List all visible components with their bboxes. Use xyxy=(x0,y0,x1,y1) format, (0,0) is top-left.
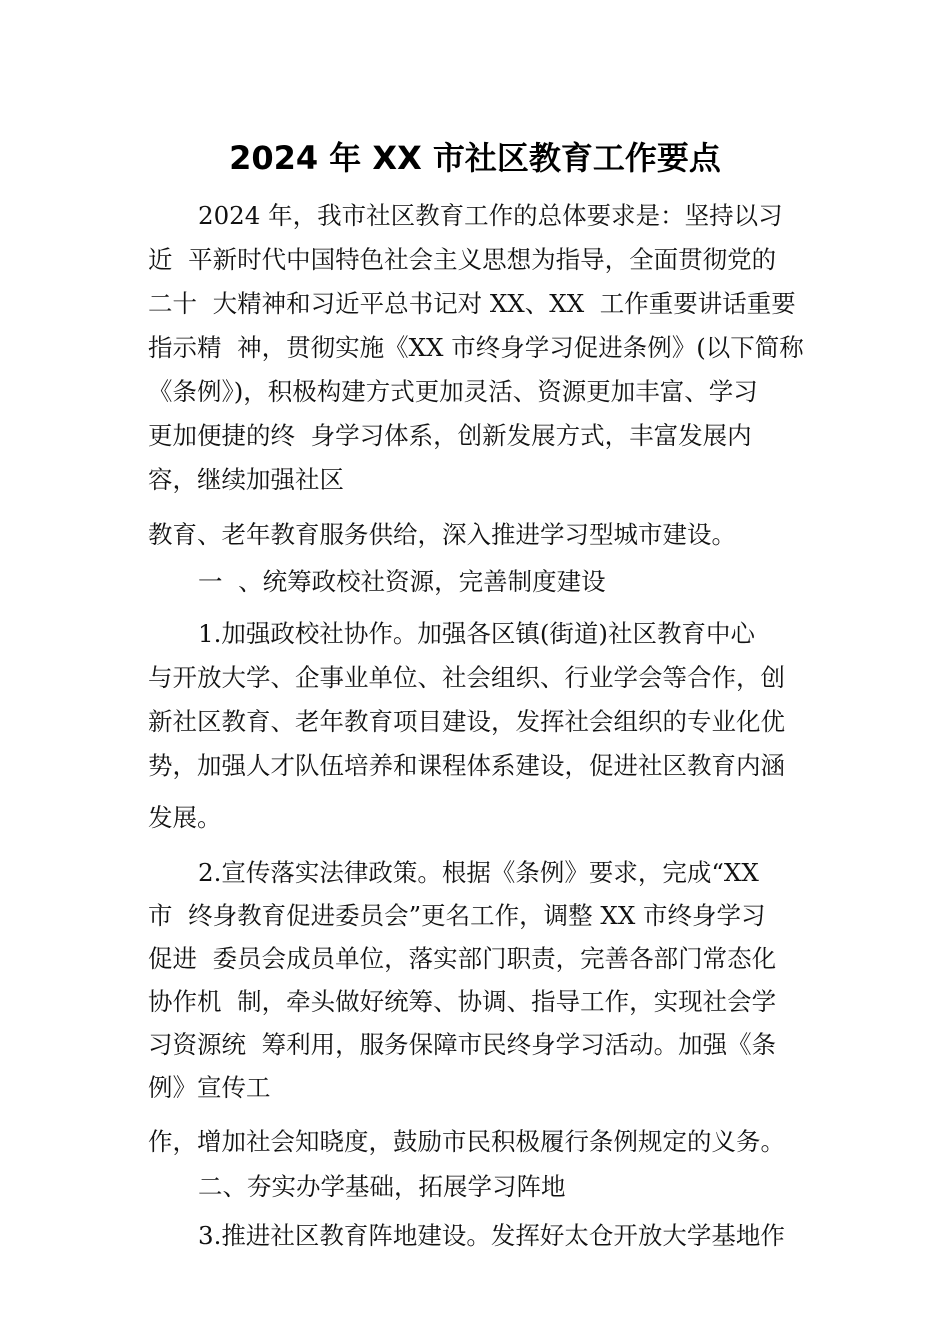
paragraph-line: 更加便捷的终 身学习体系，创新发展方式，丰富发展内 xyxy=(148,421,752,450)
paragraph-line: 2.宣传落实法律政策。根据《条例》要求，完成“XX xyxy=(198,858,759,887)
paragraph-line: 新社区教育、老年教育项目建设，发挥社会组织的专业化优 xyxy=(148,707,785,736)
paragraph-line: 习资源统 筹利用，服务保障市民终身学习活动。加强《条 xyxy=(148,1030,777,1059)
paragraph-line: 《条例》)，积极构建方式更加灵活、资源更加丰富、学习 xyxy=(148,377,758,406)
paragraph-line: 协作机 制，牵头做好统筹、协调、指导工作，实现社会学 xyxy=(148,987,777,1016)
paragraph-line: 市 终身教育促进委员会”更名工作，调整 XX 市终身学习 xyxy=(148,901,766,930)
paragraph-line: 势，加强人才队伍培养和课程体系建设，促进社区教育内涵 xyxy=(148,751,785,780)
paragraph-line: 容，继续加强社区 xyxy=(148,465,344,494)
paragraph-line: 发展。 xyxy=(148,803,222,832)
paragraph-line: 例》宣传工 xyxy=(148,1073,271,1102)
paragraph-line: 2024 年，我市社区教育工作的总体要求是：坚持以习 xyxy=(198,201,783,230)
paragraph-line: 教育、老年教育服务供给，深入推进学习型城市建设。 xyxy=(148,520,736,549)
document-title: 2024 年 XX 市社区教育工作要点 xyxy=(229,139,721,177)
section-heading: 一 、统筹政校社资源，完善制度建设 xyxy=(198,567,606,596)
paragraph-line: 作，增加社会知晓度，鼓励市民积极履行条例规定的义务。 xyxy=(148,1127,785,1156)
paragraph-line: 3.推进社区教育阵地建设。发挥好太仓开放大学基地作 xyxy=(198,1221,785,1250)
paragraph-line: 近 平新时代中国特色社会主义思想为指导，全面贯彻党的 xyxy=(148,245,777,274)
paragraph-line: 二十 大精神和习近平总书记对 XX、XX 工作重要讲话重要 xyxy=(148,289,796,318)
paragraph-line: 促进 委员会成员单位，落实部门职责，完善各部门常态化 xyxy=(148,944,777,973)
section-heading: 二、夯实办学基础，拓展学习阵地 xyxy=(198,1172,566,1201)
paragraph-line: 与开放大学、企事业单位、社会组织、行业学会等合作，创 xyxy=(148,663,785,692)
paragraph-line: 1.加强政校社协作。加强各区镇(街道)社区教育中心 xyxy=(198,619,755,648)
paragraph-line: 指示精 神，贯彻实施《XX 市终身学习促进条例》(以下简称 xyxy=(148,333,804,362)
